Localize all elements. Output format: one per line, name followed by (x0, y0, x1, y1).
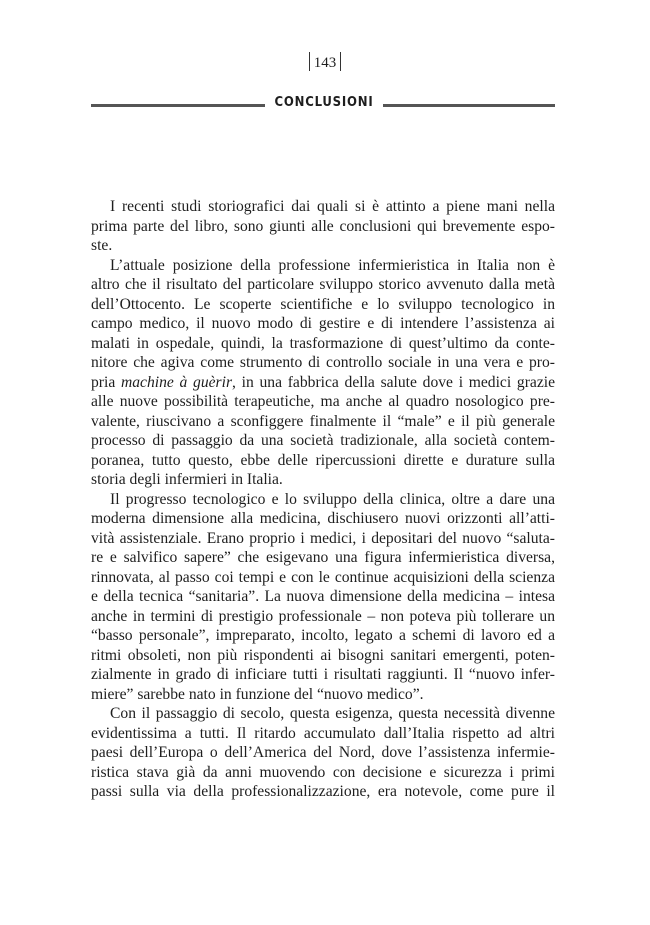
text-line: evidentissima a tutti. Il ritardo accumulato dall’Italia rispetto ad altri (91, 724, 555, 742)
text-line: rinnovata, al passo coi tempi e con le continue acquisizioni della scienza (91, 568, 555, 586)
header-rule-left (91, 104, 265, 107)
text-line: anche in termini di prestigio professionale – non poteva più tollerare un (91, 607, 555, 625)
page-number-left-bar (309, 52, 310, 71)
text-line: moderna dimensione alla medicina, dischiusero nuovi orizzonti all’atti- (91, 510, 555, 527)
text-line: processo di passaggio da una società tradizionale, alla società contem- (91, 432, 555, 449)
text-line: e della tecnica “sanitaria”. La nuova dimensione della medicina – intesa (91, 588, 555, 605)
text-line: Il progresso tecnologico e lo sviluppo della clinica, oltre a dare una (110, 490, 555, 508)
text-line: miere” sarebbe nato in funzione del “nuovo medico”. (91, 685, 424, 703)
text-line: Con il passaggio di secolo, questa esigenza, questa necessità divenne (110, 705, 555, 722)
page-number (0, 52, 650, 73)
header-rule-right (383, 104, 555, 107)
text-line: zialmente in grado di inficiare tutti i risultati raggiunti. Il “nuovo infer- (91, 666, 555, 683)
text-line: re e salvifico sapere” che esigevano una figura infermieristica diversa, (91, 549, 555, 566)
text-line: ritmi obsoleti, non più rispondenti ai bisogni sanitari emergenti, poten- (91, 646, 555, 664)
chapter-title: CONCLUSIONI (274, 95, 374, 110)
text-line: altro che il risultato del particolare sviluppo storico avvenuto dalla metà (91, 276, 555, 293)
italic-phrase: machine à guèrir (120, 373, 233, 391)
text-line: ste. (91, 237, 113, 254)
page-number-value: 143 (313, 55, 337, 71)
text-line: L’attuale posizione della professione infermieristica in Italia non è (110, 256, 555, 274)
chapter-header (91, 93, 555, 113)
text-line: “basso personale”, impreparato, incolto, legato a schemi di lavoro ed a (91, 627, 555, 644)
text-line: poranea, tutto questo, ebbe delle ripercussioni dirette e durature sulla (91, 451, 555, 469)
text-line: prima parte del libro, sono giunti alle conclusioni qui brevemente espo- (91, 217, 555, 235)
text-line: vità assistenziale. Erano proprio i medici, i depositari del nuovo “saluta- (91, 529, 555, 547)
text-segment: pria (91, 373, 121, 391)
text-line: dell’Ottocento. Le scoperte scientifiche e lo sviluppo tecnologico in (91, 295, 555, 313)
text-line: paesi dell’Europa o dell’America del Nord, dove l’assistenza infermie- (91, 744, 555, 761)
text-line-mixed (91, 373, 555, 393)
text-line: nitore che agiva come strumento di controllo sociale in una vera e pro- (91, 354, 555, 371)
text-line: alle nuove possibilità terapeutiche, ma anche al quadro nosologico pre- (91, 393, 555, 410)
text-line: malati in ospedale, quindi, la trasformazione di quest’ultimo da conte- (91, 334, 555, 352)
text-line: valente, riuscivano a sconfiggere finalmente il “male” e il più generale (91, 412, 555, 430)
text-line: ristica stava già da anni muovendo con decisione e sicurezza i primi (91, 763, 555, 781)
body-text (91, 197, 555, 802)
text-segment: , in una fabbrica della salute dove i medici grazie (232, 373, 555, 391)
page-number-right-bar (340, 52, 341, 71)
text-line: storia degli infermieri in Italia. (91, 471, 283, 488)
text-line: I recenti studi storiografici dai quali si è attinto a piene mani nella (110, 198, 555, 215)
text-line: campo medico, il nuovo modo di gestire e di intendere l’assistenza ai (91, 315, 555, 332)
text-line: passi sulla via della professionalizzazione, era notevole, come pure il (91, 783, 555, 800)
